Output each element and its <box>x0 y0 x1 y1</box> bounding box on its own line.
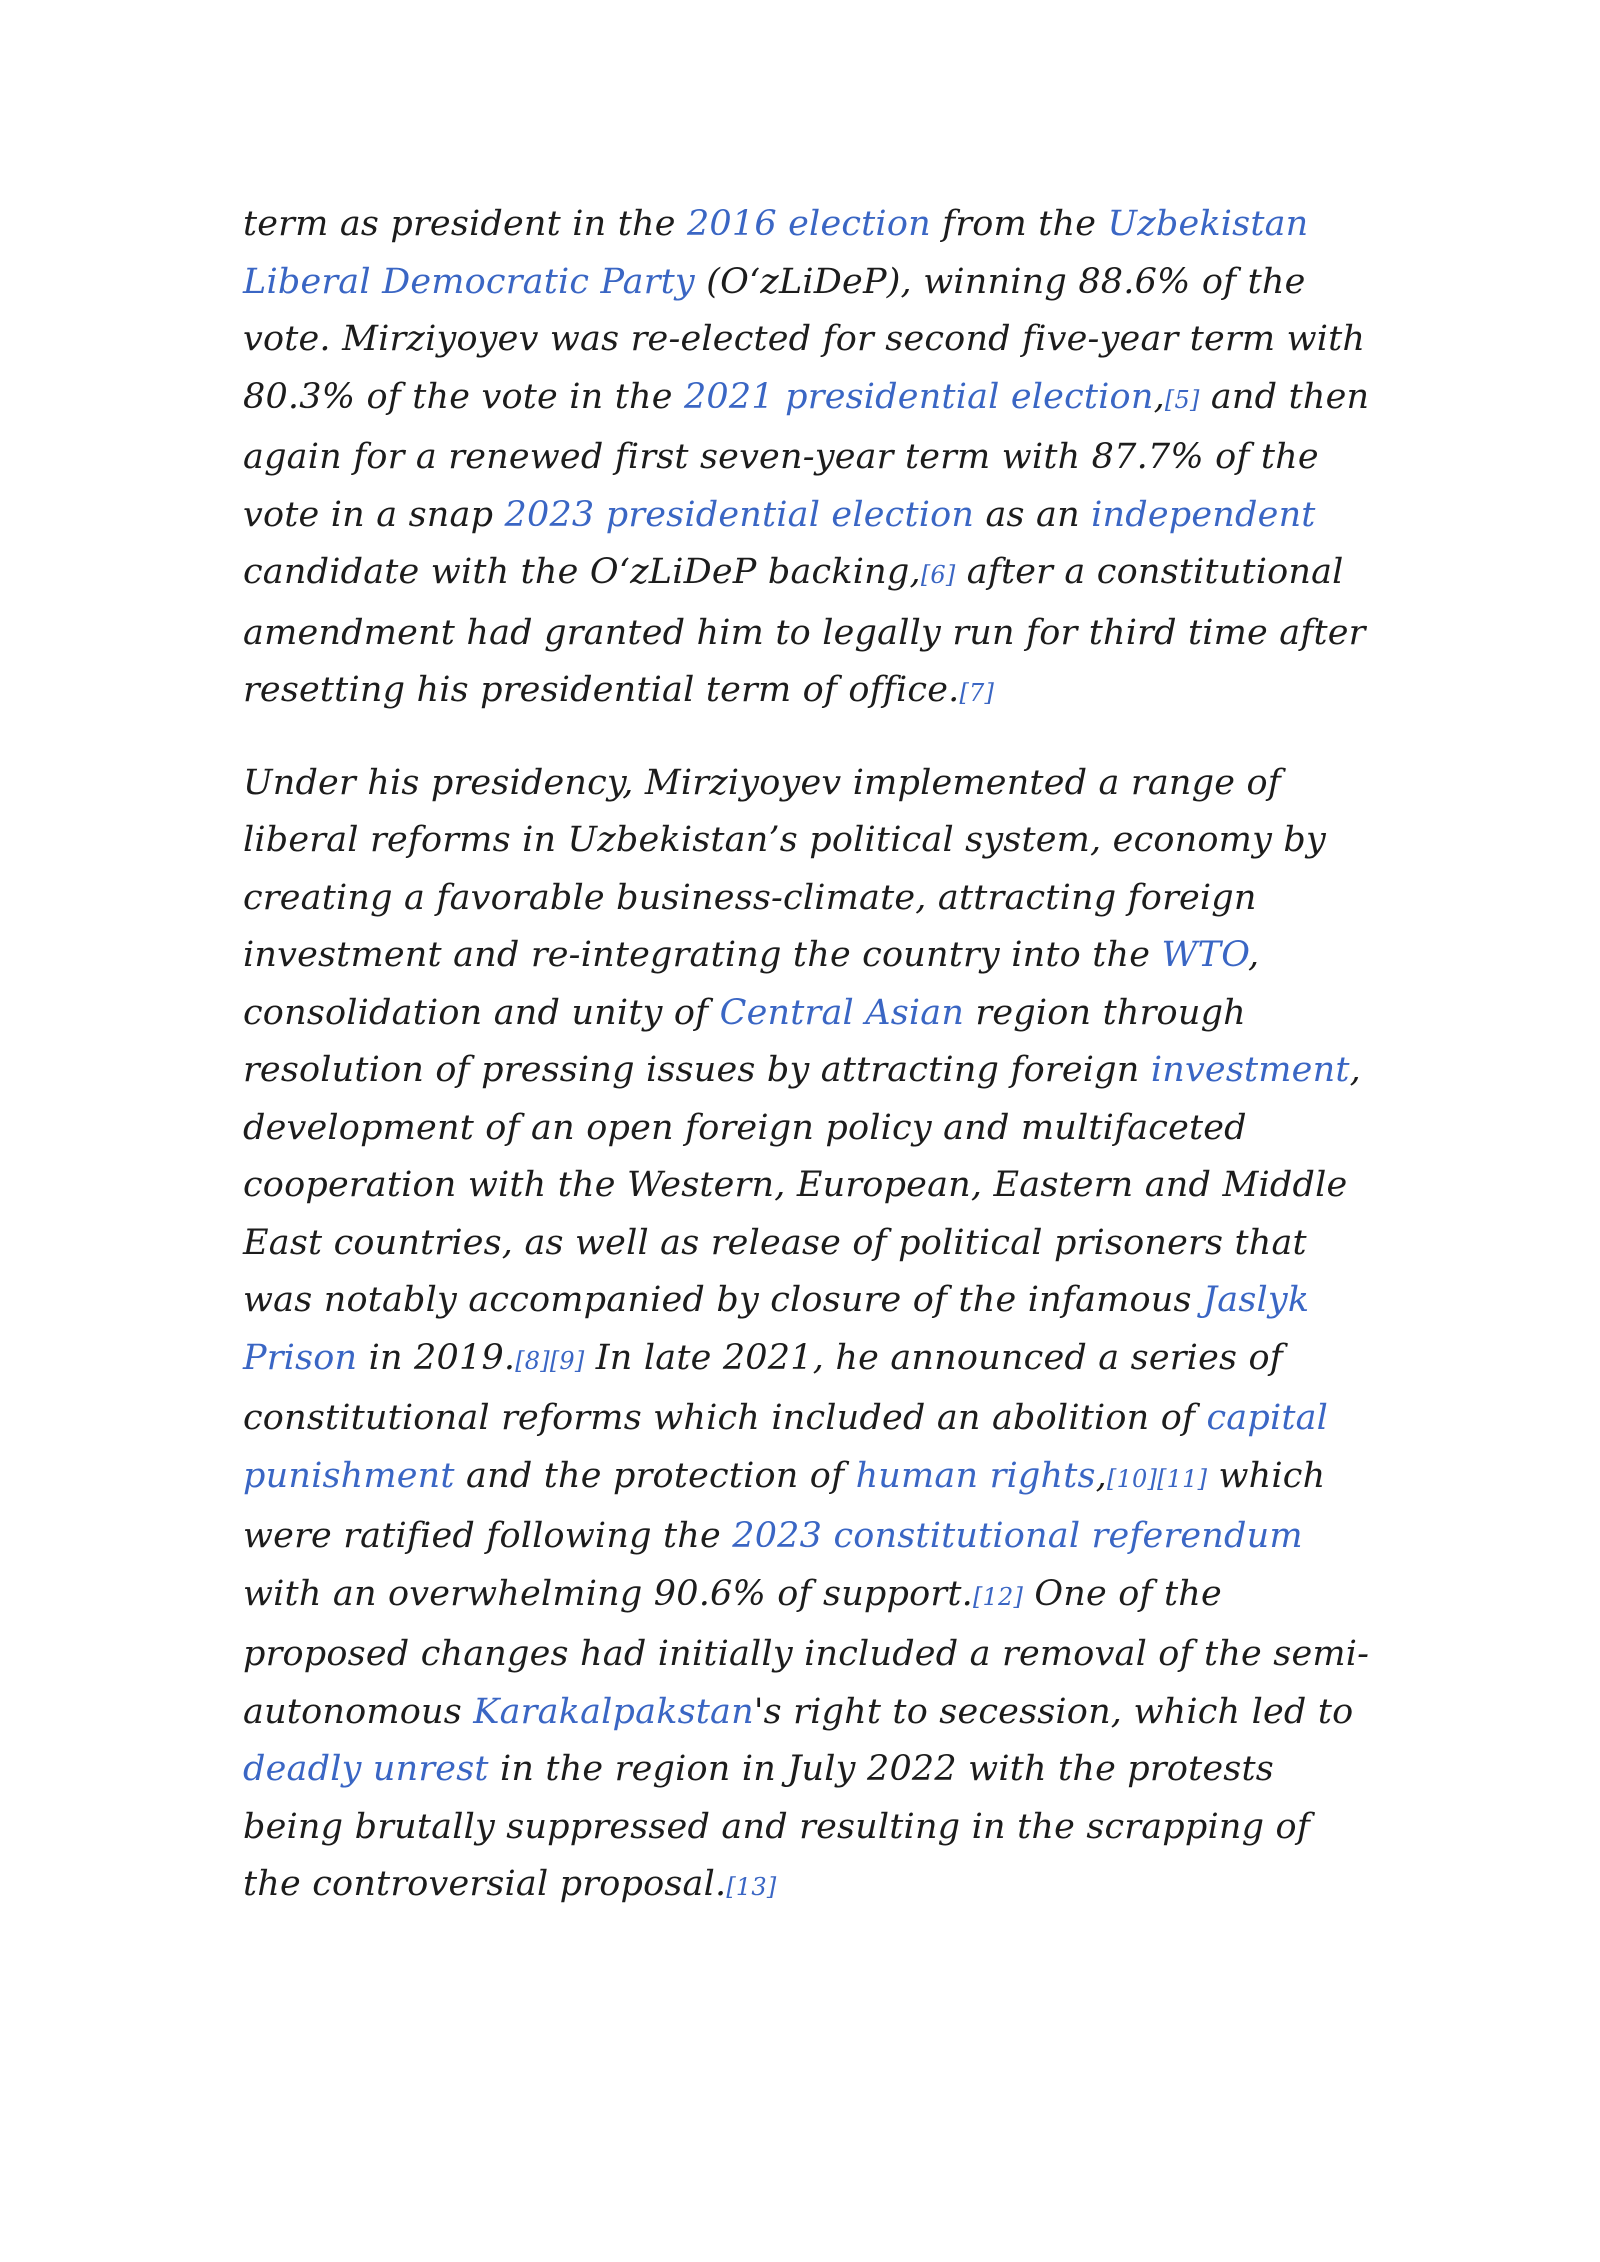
link-karakalpakstan[interactable]: Karakalpakstan <box>473 1691 754 1732</box>
link-2021-presidential-election[interactable]: 2021 presidential election <box>683 376 1154 417</box>
link-deadly-unrest[interactable]: deadly unrest <box>243 1749 489 1789</box>
citation-6[interactable]: [6] <box>920 561 956 589</box>
text-run: 's right to secession, which led to <box>753 1691 1354 1732</box>
link-uzbekistan-liberal-democratic-party[interactable]: Uzbekistan Liberal Democratic Party <box>243 204 1309 302</box>
text-run: , development of an open foreign policy and multifaceted cooperation with the Western, European, Eastern and Middle East countries, as well as release of political prisoners that was notably accompanied by closure of the infamous <box>243 1050 1361 1320</box>
citation-8[interactable]: [8] <box>515 1346 550 1375</box>
text-run: and the protection of <box>454 1455 856 1496</box>
article-body <box>243 196 1373 1949</box>
link-capital-punishment[interactable]: capital punishment <box>243 1398 1329 1496</box>
text-run: , <box>1153 376 1165 417</box>
link-2016-election[interactable]: 2016 election <box>686 204 931 244</box>
link-2023-constitutional-referendum[interactable]: 2023 constitutional referendum <box>732 1516 1303 1556</box>
citation-7[interactable]: [7] <box>959 679 995 707</box>
link-wto[interactable]: WTO <box>1161 935 1249 975</box>
text-run: term as president in the <box>243 204 687 244</box>
text-run: One of the proposed changes had initially included a removal of the semi-autonomous <box>243 1573 1370 1732</box>
text-run: and then again for a renewed first seven-year term with 87.7% of the vote in a snap <box>243 376 1370 535</box>
text-run: Under his presidency, Mirziyoyev implemented a range of liberal reforms in Uzbekistan’s political system, economy by creating a favorable business-climate, attracting foreign investment and re-integrating the country into the <box>243 762 1326 975</box>
link-investment[interactable]: investment <box>1150 1050 1350 1090</box>
text-run: , consolidation and unity of <box>243 935 1260 1033</box>
text-run: (O‘zLiDeP), winning 88.6% of the vote. Mirziyoyev was re-elected for second five-year term with 80.3% of the vote in the <box>243 261 1366 417</box>
text-run: which were ratified following the <box>243 1455 1326 1556</box>
citation-12[interactable]: [12] <box>972 1582 1024 1611</box>
link-jaslyk-prison[interactable]: Jaslyk Prison <box>243 1280 1310 1378</box>
citation-13[interactable]: [13] <box>726 1873 777 1901</box>
citation-11[interactable]: [11] <box>1157 1464 1208 1493</box>
link-human-rights[interactable]: human rights <box>855 1455 1096 1496</box>
text-run: region through resolution of pressing issues by attracting foreign <box>243 992 1246 1090</box>
text-run: In late 2021, he announced a series of constitutional reforms which included an abolition of <box>243 1337 1283 1438</box>
link-2023-presidential-election[interactable]: 2023 presidential election <box>504 494 975 535</box>
paragraph-2 <box>243 755 1373 1917</box>
citation-9[interactable]: [9] <box>549 1346 585 1375</box>
citation-5[interactable]: [5] <box>1164 385 1200 414</box>
text-run: in 2019. <box>357 1337 516 1378</box>
text-run: with an overwhelming 90.6% of support. <box>243 1573 973 1614</box>
text-run: candidate with the O‘zLiDeP backing, <box>243 552 921 592</box>
link-central-asian[interactable]: Central Asian <box>719 992 965 1033</box>
text-run: in the region in July 2022 with the protests being brutally suppressed and resulting in the scrapping of the controversial proposal. <box>243 1749 1310 1904</box>
text-run: from the <box>930 204 1108 244</box>
link-independent[interactable]: independent <box>1091 494 1316 535</box>
paragraph-1 <box>243 196 1373 723</box>
text-run: , <box>1095 1455 1107 1496</box>
text-run: after a constitutional amendment had granted him to legally run for third time after resetting his presidential term of office. <box>243 552 1366 710</box>
citation-10[interactable]: [10] <box>1107 1464 1158 1493</box>
text-run: as an <box>974 494 1092 535</box>
